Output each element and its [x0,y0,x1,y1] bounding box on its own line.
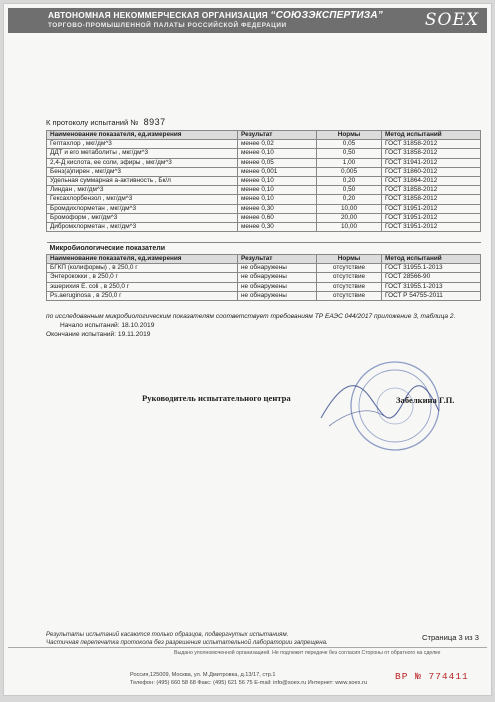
table-row [47,149,481,158]
protocol-number: 8937 [143,117,166,127]
table-cell: 2,4-Д кислота, ее соли, эфиры , мкг/дм^3 [47,158,238,167]
table-cell: ГОСТ 31955.1-2013 [382,282,481,291]
round-stamp-seal [309,356,459,456]
table-row [47,158,481,167]
table-cell: Удельная суммарная a-активность , Бк/л [47,176,238,185]
form-series: ВР [395,671,409,682]
table-cell: 10,00 [317,222,382,231]
table-cell: 0,20 [317,176,382,185]
form-number [395,671,469,682]
micro-results-table [46,242,481,301]
conclusion-text: по исследованным микробиологическим показателям соответствует требованиям ТР ЕАЭС 044/2017 приложение 3, таблица 2. [46,313,456,320]
table-cell: ДДТ и его метаболиты , мкг/дм^3 [47,149,238,158]
table-row [47,140,481,149]
footer-divider [8,647,487,648]
table-cell: 0,05 [317,140,382,149]
address-line: Россия,125009, Москва, ул. М.Дмитровка, д.13/17, стр.1 [130,672,276,678]
table-header-row [47,131,481,140]
form-number-label: № [415,671,422,682]
table-cell: отсутствие [317,273,382,282]
table-header-row [47,255,481,264]
protocol-label: К протоколу испытаний № [46,118,139,127]
table-cell: эшерихия E. coli , в 250,0 г [47,282,238,291]
table-cell: ГОСТ 31860-2012 [382,167,481,176]
page-number: Страница 3 из 3 [422,633,479,642]
footer-note-2: Частичная перепечатка протокола без разрешения испытательной лаборатории запрещена. [46,639,328,646]
table-cell: Гептахлор , мкг/дм^3 [47,140,238,149]
signatory-title: Руководитель испытательного центра [142,393,291,403]
column-header: Наименование показателя, ед.измерения [47,131,238,140]
table-cell: не обнаружены [238,291,317,300]
table-row [47,273,481,282]
table-cell: менее 0,02 [238,140,317,149]
column-header: Метод испытаний [382,131,481,140]
table-cell: менее 0,10 [238,195,317,204]
table-cell: Гексахлорбензол , мкг/дм^3 [47,195,238,204]
org-prefix: АВТОНОМНАЯ НЕКОММЕРЧЕСКАЯ ОРГАНИЗАЦИЯ [48,10,268,20]
column-header: Результат [238,255,317,264]
column-header: Результат [238,131,317,140]
table-row [47,291,481,300]
table-cell: 1,00 [317,158,382,167]
table-cell: отсутствие [317,291,382,300]
letterhead [8,8,487,33]
column-header: Нормы [317,131,382,140]
end-date: Окончание испытаний: 19.11.2019 [46,331,151,338]
table-cell: Дибромхлорметан , мкг/дм^3 [47,222,238,231]
table-cell: Бромдихлорметан , мкг/дм^3 [47,204,238,213]
table-cell: ГОСТ 31858-2012 [382,149,481,158]
chemical-results-table [46,130,481,232]
org-name [48,10,383,21]
table-cell: 0,50 [317,149,382,158]
footer-note-1: Результаты испытаний касаются только образцов, подвергнутых испытаниям. [46,631,289,638]
section-title-row [47,243,481,255]
table-row [47,213,481,222]
table-cell: Бенз(а)пирен , мкг/дм^3 [47,167,238,176]
table-cell: 0,005 [317,167,382,176]
table-cell: ГОСТ Р 54755-2011 [382,291,481,300]
table-row [47,282,481,291]
table-cell: отсутствие [317,264,382,273]
table-cell: 20,00 [317,213,382,222]
table-row [47,176,481,185]
column-header: Метод испытаний [382,255,481,264]
table-cell: менее 0,30 [238,222,317,231]
soex-logo: SOEX [424,10,479,30]
table-cell: менее 0,30 [238,204,317,213]
table-cell: ГОСТ 31864-2012 [382,176,481,185]
table-row [47,204,481,213]
table-cell: менее 0,05 [238,158,317,167]
section-title: Микробиологические показатели [47,243,481,255]
org-title: “СОЮЗЭКСПЕРТИЗА” [270,10,383,21]
table-row [47,222,481,231]
table-cell: ГОСТ 31951-2012 [382,213,481,222]
signatory-name: Забелкина Г.П. [396,395,455,405]
column-header: Наименование показателя, ед.измерения [47,255,238,264]
column-header: Нормы [317,255,382,264]
table-cell: ГОСТ 31951-2012 [382,204,481,213]
table-cell: отсутствие [317,282,382,291]
table-cell: ГОСТ 31955.1-2013 [382,264,481,273]
table-cell: менее 0,10 [238,176,317,185]
table-row [47,264,481,273]
org-subtitle: ТОРГОВО-ПРОМЫШЛЕННОЙ ПАЛАТЫ РОССИЙСКОЙ ФЕДЕРАЦИИ [48,22,287,29]
table-cell: ГОСТ 28566-90 [382,273,481,282]
document-page [3,3,492,696]
table-cell: не обнаружены [238,273,317,282]
table-cell: Ps.aeruginosa , в 250,0 г [47,291,238,300]
table-cell: Энтерококки , в 250,0 г [47,273,238,282]
contacts-line: Телефон: (495) 660 58 68 Факс: (495) 621 56 75 E-mail: info@soex.ru Интернет: www.soex.ru [130,680,367,686]
table-row [47,167,481,176]
protocol-ref [46,117,166,127]
table-cell: не обнаружены [238,264,317,273]
table-cell: не обнаружены [238,282,317,291]
table-cell: 0,50 [317,186,382,195]
table-cell: 10,00 [317,204,382,213]
table-cell: Линдан , мкг/дм^3 [47,186,238,195]
table-cell: ГОСТ 31951-2012 [382,222,481,231]
table-cell: ГОСТ 31858-2012 [382,186,481,195]
table-cell: менее 0,10 [238,149,317,158]
table-cell: ГОСТ 31858-2012 [382,140,481,149]
table-row [47,195,481,204]
table-cell: менее 0,10 [238,186,317,195]
table-row [47,186,481,195]
table-cell: менее 0,60 [238,213,317,222]
table-cell: ГОСТ 31941-2012 [382,158,481,167]
footer-small-print: Выдано уполномоченной организацией. Не подлежит передаче без согласия Стороны от обратного на сделке [174,650,441,656]
form-number-value: 774411 [428,671,469,682]
start-date: Начало испытаний: 18.10.2019 [60,322,155,329]
footer-address [130,671,367,687]
table-cell: Бромоформ , мкг/дм^3 [47,213,238,222]
table-cell: ГОСТ 31858-2012 [382,195,481,204]
table-cell: БГКП (колиформы) , в 250,0 г [47,264,238,273]
table-cell: менее 0,001 [238,167,317,176]
table-cell: 0,20 [317,195,382,204]
footer-notes [46,631,328,647]
